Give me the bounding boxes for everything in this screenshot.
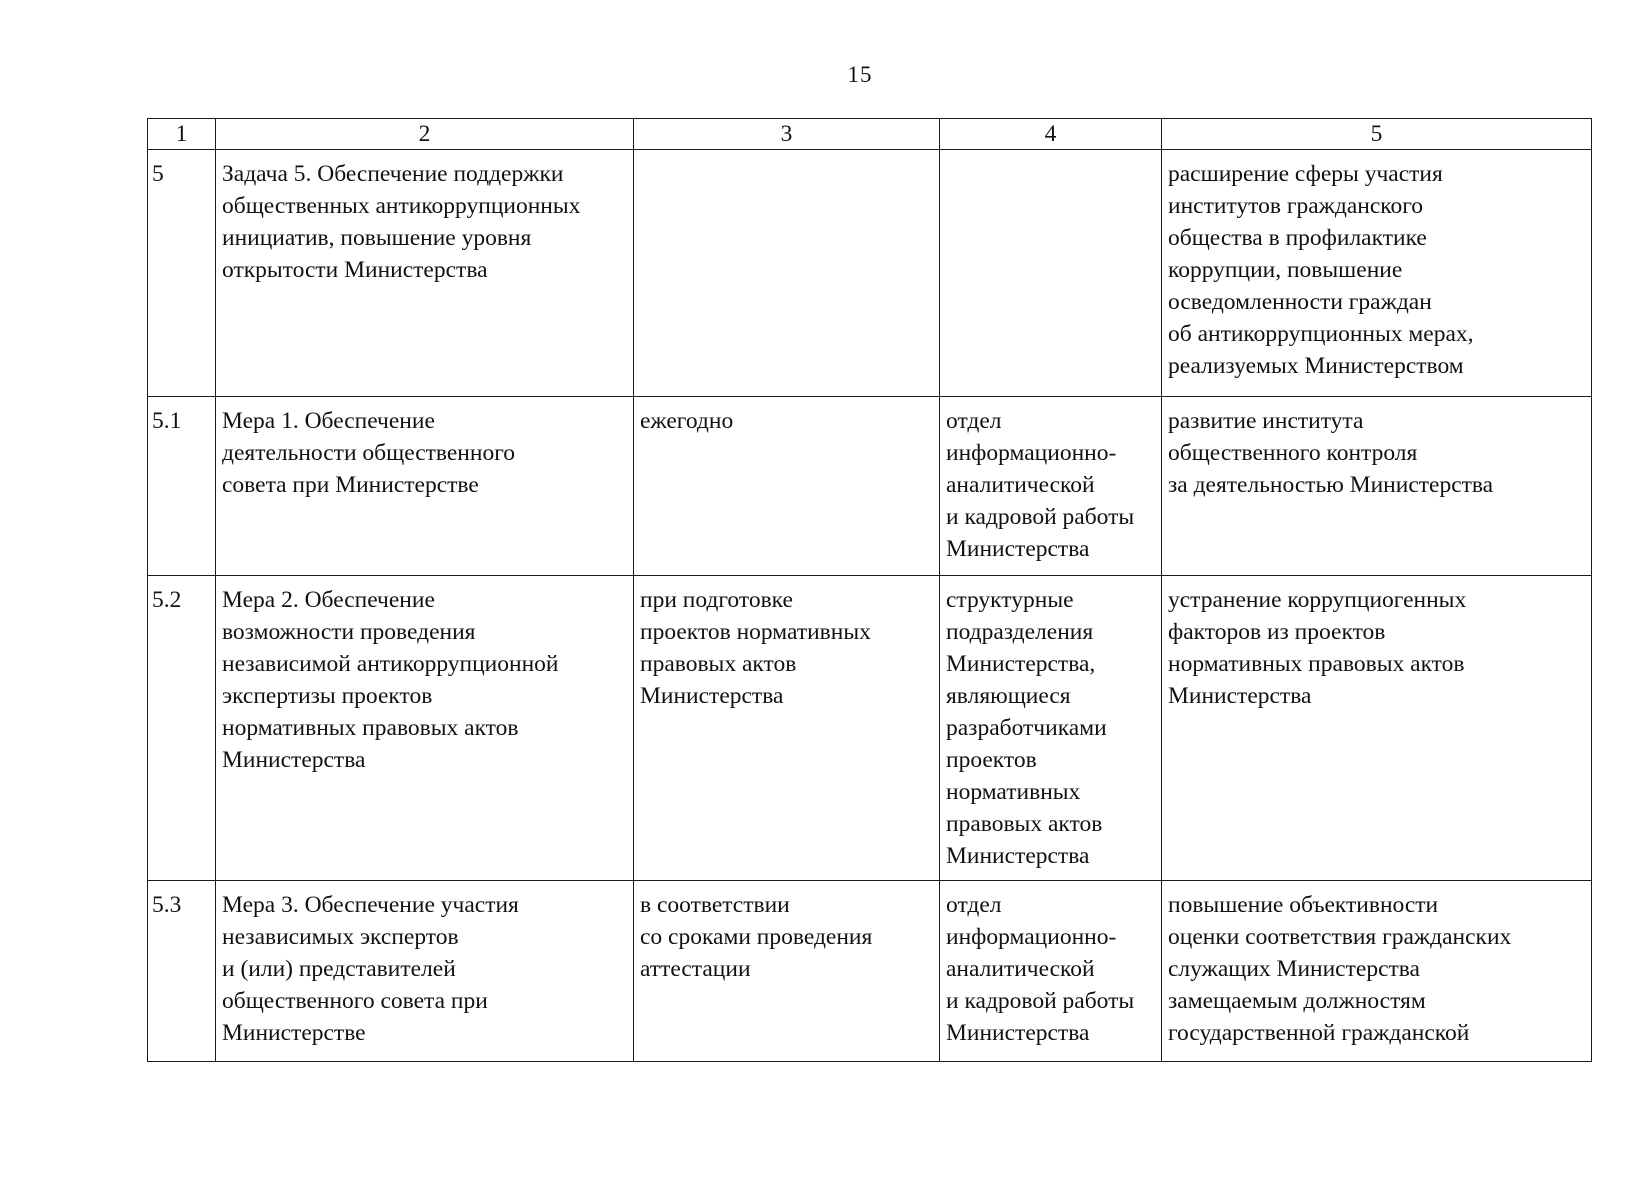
column-header-executor: 4 [940,119,1162,150]
row-result: повышение объективности оценки соответствия гражданских служащих Министерства замещаемым должностям государственной гражданской [1162,881,1592,1062]
row-result: расширение сферы участия институтов гражданского общества в профилактике коррупции, повышение осведомленности граждан об антикоррупционных мерах, реализуемых Министерством [1162,150,1592,397]
row-executor: отдел информационно- аналитической и кадровой работы Министерства [940,881,1162,1062]
row-executor: отдел информационно- аналитической и кадровой работы Министерства [940,397,1162,576]
row-measure: Мера 2. Обеспечение возможности проведения независимой антикоррупционной экспертизы проектов нормативных правовых актов Министерства [216,576,634,881]
measures-table [147,118,1592,1062]
table-row-measure-5-3 [148,881,1592,1062]
row-term: при подготовке проектов нормативных правовых актов Министерства [634,576,940,881]
table-row-measure-5-1 [148,397,1592,576]
row-number: 5 [148,150,216,397]
row-measure: Мера 3. Обеспечение участия независимых экспертов и (или) представителей общественного совета при Министерстве [216,881,634,1062]
column-header-measure: 2 [216,119,634,150]
column-header-number: 1 [148,119,216,150]
row-term: ежегодно [634,397,940,576]
table-row-task-5 [148,150,1592,397]
row-result: устранение коррупциогенных факторов из проектов нормативных правовых актов Министерства [1162,576,1592,881]
table-header-row [148,119,1592,150]
row-result: развитие института общественного контроля за деятельностью Министерства [1162,397,1592,576]
row-number: 5.3 [148,881,216,1062]
row-term [634,150,940,397]
row-measure: Мера 1. Обеспечение деятельности общественного совета при Министерстве [216,397,634,576]
table-row-measure-5-2 [148,576,1592,881]
row-executor [940,150,1162,397]
row-number: 5.2 [148,576,216,881]
row-measure: Задача 5. Обеспечение поддержки общественных антикоррупционных инициатив, повышение уровня открытости Министерства [216,150,634,397]
column-header-term: 3 [634,119,940,150]
row-number: 5.1 [148,397,216,576]
column-header-result: 5 [1162,119,1592,150]
page-number: 15 [847,62,873,87]
row-executor: структурные подразделения Министерства, являющиеся разработчиками проектов нормативных правовых актов Министерства [940,576,1162,881]
row-term: в соответствии со сроками проведения аттестации [634,881,940,1062]
